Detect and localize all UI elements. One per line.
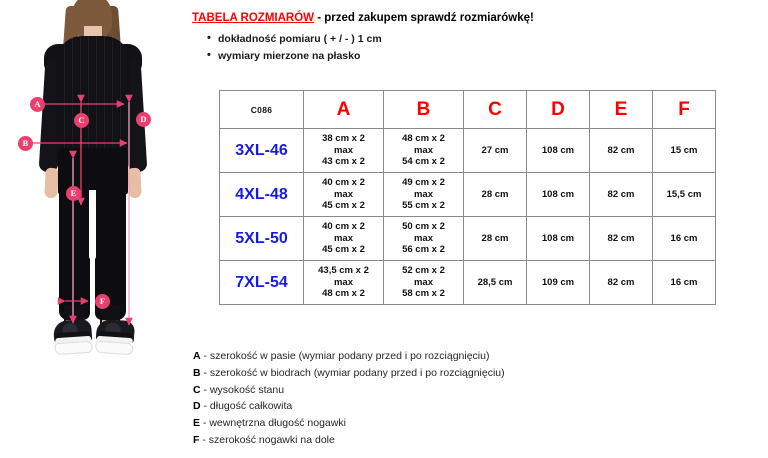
cell-d: 108 cm: [527, 217, 590, 261]
table-row: [220, 217, 716, 261]
row-size-label: 4XL-48: [220, 173, 304, 217]
legend-text: - wysokość stanu: [200, 383, 285, 396]
cell-d: 108 cm: [527, 129, 590, 173]
table-row: [220, 129, 716, 173]
column-header-b: B: [384, 91, 464, 129]
cell-c: 28 cm: [464, 217, 527, 261]
cell-b: 48 cm x 2 max 54 cm x 2: [384, 129, 464, 173]
legend-text: - wewnętrzna długość nogawki: [200, 417, 346, 430]
size-table: [219, 90, 716, 305]
column-header-a: A: [304, 91, 384, 129]
legend-row-e: [193, 415, 505, 432]
legend-row-b: [193, 365, 505, 382]
title-rest: - przed zakupem sprawdź rozmiarówkę!: [314, 12, 534, 24]
cell-e: 82 cm: [590, 217, 653, 261]
cell-d: 109 cm: [527, 261, 590, 305]
measurement-overlay: [0, 0, 185, 458]
legend-key: F: [193, 433, 200, 446]
column-header-c: C: [464, 91, 527, 129]
table-row: [220, 261, 716, 305]
list-item: • dokładność pomiaru ( + / - ) 1 cm: [207, 31, 382, 48]
cell-b: 49 cm x 2 max 55 cm x 2: [384, 173, 464, 217]
cell-a: 43,5 cm x 2 max 48 cm x 2: [304, 261, 384, 305]
cell-c: 28,5 cm: [464, 261, 527, 305]
legend-row-f: [193, 432, 505, 449]
cell-e: 82 cm: [590, 261, 653, 305]
table-code-cell: C086: [220, 91, 304, 129]
chart-content: [185, 0, 768, 458]
marker-f: F: [95, 294, 110, 309]
marker-e: E: [66, 186, 81, 201]
legend-text: - długość całkowita: [200, 400, 293, 413]
cell-e: 82 cm: [590, 129, 653, 173]
legend-text: - szerokość w pasie (wymiar podany przed i po rozciągnięciu): [200, 350, 490, 362]
legend-key: C: [193, 383, 201, 396]
legend-key: E: [193, 417, 201, 430]
legend-key: D: [193, 400, 201, 413]
cell-f: 16 cm: [653, 261, 716, 305]
cell-c: 28 cm: [464, 173, 527, 217]
cell-a: 40 cm x 2 max 45 cm x 2: [304, 173, 384, 217]
legend-text: - szerokość nogawki na dole: [199, 433, 335, 446]
marker-a: A: [30, 97, 45, 112]
row-size-label: 7XL-54: [220, 261, 304, 305]
column-header-e: E: [590, 91, 653, 129]
row-size-label: 3XL-46: [220, 129, 304, 173]
legend-row-c: [193, 382, 505, 399]
legend-row-d: [193, 398, 505, 415]
cell-e: 82 cm: [590, 173, 653, 217]
page-title: [192, 12, 534, 24]
cell-c: 27 cm: [464, 129, 527, 173]
cell-b: 52 cm x 2 max 58 cm x 2: [384, 261, 464, 305]
table-row: [220, 173, 716, 217]
marker-d: D: [136, 112, 151, 127]
cell-d: 108 cm: [527, 173, 590, 217]
marker-b: B: [18, 136, 33, 151]
legend-row-a: [193, 348, 505, 365]
list-item: • wymiary mierzone na płasko: [207, 48, 382, 65]
legend-key: B: [193, 366, 201, 379]
note-list: [207, 31, 382, 64]
model-photo-panel: [0, 0, 185, 458]
cell-f: 15,5 cm: [653, 173, 716, 217]
marker-c: C: [74, 113, 89, 128]
table-header-row: [220, 91, 716, 129]
column-header-d: D: [527, 91, 590, 129]
legend: [193, 348, 505, 449]
title-highlight: TABELA ROZMIARÓW: [192, 12, 315, 24]
row-size-label: 5XL-50: [220, 217, 304, 261]
cell-b: 50 cm x 2 max 56 cm x 2: [384, 217, 464, 261]
cell-f: 16 cm: [653, 217, 716, 261]
legend-key: A: [193, 350, 201, 362]
cell-f: 15 cm: [653, 129, 716, 173]
column-header-f: F: [653, 91, 716, 129]
cell-a: 40 cm x 2 max 45 cm x 2: [304, 217, 384, 261]
legend-text: - szerokość w biodrach (wymiar podany przed i po rozciągnięciu): [200, 366, 505, 379]
cell-a: 38 cm x 2 max 43 cm x 2: [304, 129, 384, 173]
